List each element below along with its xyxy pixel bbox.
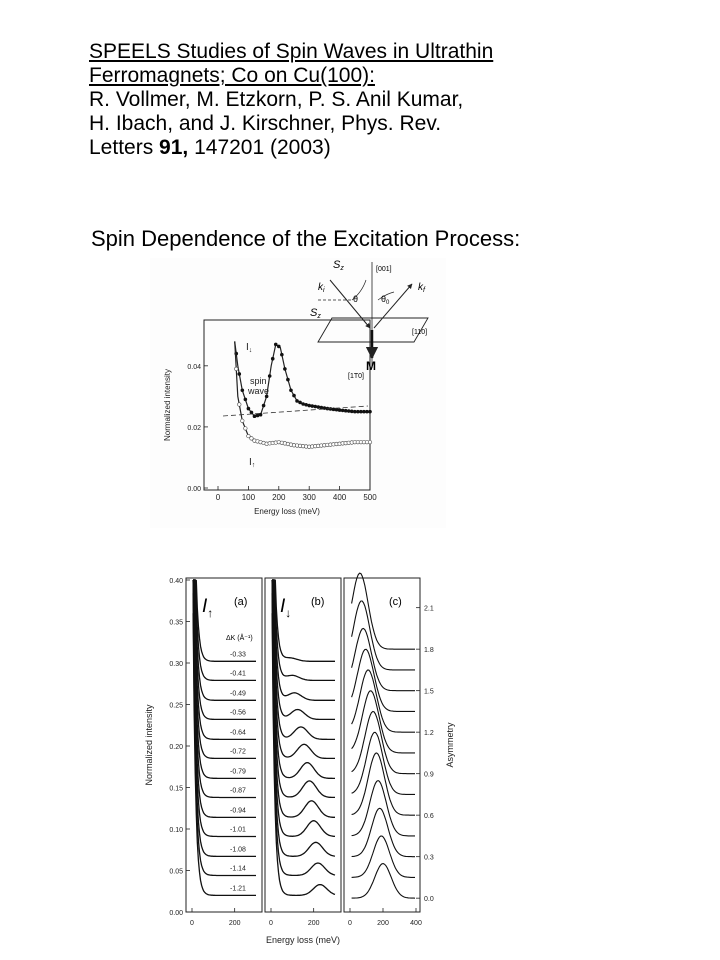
- label-i-down: $I_↓$: [246, 342, 253, 354]
- x-tick-label: 200: [228, 920, 241, 927]
- x-tick-label: 0: [190, 920, 194, 927]
- label-theta0: $\theta_0$: [381, 294, 390, 306]
- series-i-down-point: [307, 404, 311, 408]
- series-i-down-point: [310, 404, 314, 408]
- panel-c-curve: [352, 781, 415, 836]
- series-i-down-point: [277, 345, 281, 349]
- series-i-down-point: [304, 403, 308, 407]
- series-i-down-point: [237, 372, 241, 376]
- series-i-down-point: [256, 414, 260, 418]
- left-y-tick-label: 0.05: [169, 868, 183, 876]
- journal-prefix: Letters: [89, 136, 160, 159]
- delta-k-label: -0.56: [230, 709, 246, 717]
- right-y-tick-label: 2.1: [424, 605, 434, 613]
- label-dir-1-10: [1T0]: [348, 373, 364, 380]
- x-tick-label: 0: [348, 920, 352, 927]
- figure1-y-tick-label: 0.02: [187, 424, 201, 432]
- series-i-down-point: [313, 405, 317, 409]
- series-i-down-point: [301, 402, 305, 406]
- delta-k-label: -0.94: [230, 807, 246, 815]
- label-dir-001: [001]: [376, 266, 392, 273]
- label-k-initial: $k_i$: [318, 282, 325, 294]
- series-i-up-point: [368, 440, 372, 444]
- figure1-x-tick-label: 200: [272, 493, 286, 502]
- series-i-up-point: [234, 367, 238, 371]
- left-y-tick-label: 0.15: [169, 785, 183, 793]
- figure1-x-axis-label: Energy loss (meV): [254, 507, 320, 516]
- panel-b-label: (b): [311, 596, 325, 608]
- delta-k-label: -0.87: [230, 787, 246, 795]
- figure2-curves: [193, 573, 415, 898]
- series-i-down-point: [274, 343, 278, 347]
- label-magnetization: M: [366, 359, 376, 373]
- left-y-tick-label: 0.25: [169, 702, 183, 710]
- figure1: [150, 258, 446, 528]
- series-i-down-point: [253, 414, 257, 418]
- series-i-down-point: [262, 404, 266, 408]
- panel-a-curve: [193, 580, 256, 856]
- left-y-tick-label: 0.20: [169, 744, 183, 751]
- series-i-down-point: [244, 398, 248, 402]
- label-theta: θ: [353, 294, 359, 304]
- series-i-down-point: [241, 388, 245, 392]
- figure2-x-axis-label: Energy loss (meV): [265, 935, 341, 945]
- figure2-y-axis-label-right: Asymmetry: [445, 722, 455, 768]
- panel-c-curve: [352, 732, 415, 794]
- journal-volume: 91,: [159, 136, 189, 159]
- delta-k-header: ΔK (Å⁻¹): [226, 635, 253, 642]
- delta-k-label: -0.64: [230, 729, 246, 737]
- x-tick-label: 200: [377, 920, 389, 927]
- series-i-up-point: [244, 427, 248, 431]
- panel-b-curve: [272, 580, 335, 661]
- label-spin-wave-2: wave: [248, 386, 270, 396]
- figure1-x-tick-label: 0: [215, 493, 221, 502]
- delta-k-label: -0.72: [230, 748, 246, 756]
- series-i-down-point: [292, 394, 296, 398]
- panel-c-curve: [352, 573, 415, 649]
- delta-k-label: -1.08: [230, 846, 246, 854]
- panel-c-label: (c): [389, 596, 402, 608]
- panel-a-label: (a): [234, 596, 248, 608]
- x-tick-label: 0: [269, 920, 273, 927]
- figure1-y-axis-label: Normalized intensity: [163, 368, 172, 442]
- paper-title-line2: Ferromagnets; Co on Cu(100):: [89, 64, 375, 87]
- right-y-tick-label: 1.5: [424, 688, 434, 696]
- label-k-final: $k_f$: [418, 282, 425, 294]
- series-i-up-point: [241, 419, 245, 423]
- label-spin-final: Sz: [310, 307, 321, 320]
- series-i-down-point: [271, 357, 275, 361]
- journal-pages-year: 147201 (2003): [188, 136, 331, 159]
- right-y-tick-label: 0.0: [424, 896, 434, 904]
- label-spin-wave-1: spin: [250, 376, 267, 386]
- left-y-tick-label: 0.40: [169, 578, 183, 585]
- series-i-down-point: [268, 374, 272, 378]
- delta-k-label: -1.21: [230, 885, 246, 893]
- authors-line1: R. Vollmer, M. Etzkorn, P. S. Anil Kumar,: [89, 88, 464, 111]
- series-i-down-point: [317, 405, 321, 409]
- figure1-x-tick-label: 500: [363, 493, 377, 502]
- panel-b-curve: [272, 580, 335, 836]
- right-y-tick-label: 0.9: [424, 771, 434, 779]
- delta-k-label: -1.01: [230, 826, 246, 834]
- left-y-tick-label: 0.10: [169, 827, 183, 834]
- series-i-down-point: [341, 409, 345, 413]
- panel-c-curve: [352, 649, 415, 711]
- delta-k-label: -1.14: [230, 865, 246, 873]
- figure2-y-axis-label-left: Normalized intensity: [144, 704, 154, 786]
- series-i-down-point: [344, 409, 348, 413]
- delta-k-label: -0.79: [230, 768, 246, 776]
- series-i-down-point: [280, 353, 284, 357]
- panel-c-frame: [344, 578, 420, 912]
- right-y-tick-label: 0.3: [424, 854, 434, 862]
- panel-c-curve: [352, 864, 415, 899]
- panel-a-title: $I_↑$: [202, 596, 214, 620]
- right-y-tick-label: 1.2: [424, 730, 434, 738]
- authors-line2: H. Ibach, and J. Kirschner, Phys. Rev.: [89, 112, 442, 135]
- series-i-down-point: [286, 378, 290, 382]
- series-i-up-point: [237, 403, 241, 407]
- panel-c-curve: [352, 753, 415, 815]
- series-i-down-point: [350, 410, 354, 414]
- series-i-down-point: [347, 409, 351, 413]
- figure2: [144, 573, 455, 945]
- delta-k-label: -0.41: [230, 670, 246, 678]
- figure1-y-tick-label: 0.00: [187, 486, 201, 493]
- figure2-axes: [144, 578, 455, 945]
- panel-a-curve: [193, 580, 256, 661]
- figure1-x-tick-label: 400: [332, 493, 347, 502]
- left-y-tick-label: 0.30: [169, 661, 183, 668]
- paper-title-line1: SPEELS Studies of Spin Waves in Ultrathin: [89, 40, 494, 63]
- left-y-tick-label: 0.00: [169, 910, 183, 917]
- section-subtitle: Spin Dependence of the Excitation Process:: [91, 226, 521, 251]
- x-tick-label: 200: [307, 920, 320, 927]
- label-i-up: $I_↑$: [249, 457, 256, 469]
- delta-k-label: -0.33: [230, 651, 246, 659]
- series-i-down-point: [368, 410, 372, 414]
- figure1-x-tick-label: 100: [241, 493, 256, 502]
- figure1-y-tick-label: 0.04: [187, 363, 201, 371]
- series-i-down-point: [289, 388, 293, 392]
- series-i-down-point: [338, 408, 342, 412]
- label-dir-110: [110]: [412, 329, 428, 336]
- series-i-down-point: [247, 407, 251, 411]
- x-tick-label: 400: [410, 920, 422, 927]
- figure1-x-tick-label: 300: [302, 493, 316, 502]
- panel-b-title: $I_↓$: [280, 596, 292, 620]
- series-i-down-point: [283, 367, 287, 371]
- right-y-tick-label: 1.8: [424, 647, 434, 655]
- left-y-tick-label: 0.35: [169, 619, 183, 627]
- label-spin-initial: Sz: [333, 259, 344, 272]
- delta-k-label: -0.49: [230, 690, 246, 698]
- right-y-tick-label: 0.6: [424, 813, 434, 821]
